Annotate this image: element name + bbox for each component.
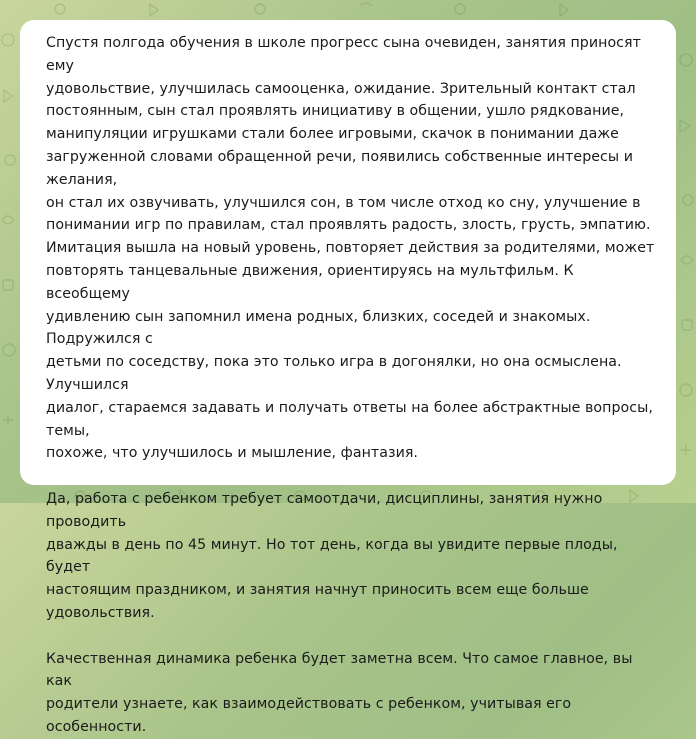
message-paragraph-1: Спустя полгода обучения в школе прогресс сына очевиден, занятия приносят ему удовольствие, улучшилась самооценка, ожидание. Зрительный контакт стал постоянным, сын стал проявлять инициативу в общении, ушло рядкование, манипуляции игрушками стали более игровыми, скачок в понимании даже загруженной словами обращенной речи, появились собственные интересы и желания, он стал их озвучивать, улучшился сон, в том числе отход ко сну, улучшение в понимании игр по правилам, стал проявлять радость, злость, грусть, эмпатию. Имитация вышла на новый уровень, повторяет действия за родителями, может повторять танцевальные движения, ориентируясь на мультфильм. К всеобщему удивлению сын запомнил имена родных, близких, соседей и знакомых. Подружился с детьми по соседству, пока это только игра в догонялки, но она осмыслена. Улучшился диалог, стараемся задавать и получать ответы на более абстрактные вопросы, темы, похоже, что улучшилось и мышление, фантазия. [46, 35, 655, 462]
message-paragraph-3: Качественная динамика ребенка будет заметна всем. Что самое главное, вы как родители узнаете, как взаимодействовать с ребенком, учитывая его особенности. [46, 650, 633, 735]
message-bubble[interactable] [20, 20, 676, 735]
message-paragraph-2: Да, работа с ребенком требует самоотдачи, дисциплины, занятия нужно проводить дважды в день по 45 минут. Но тот день, когда вы увидите первые плоды, будет настоящим праздником, и занятия начнут приносить всем еще больше удовольствия. [46, 490, 618, 621]
